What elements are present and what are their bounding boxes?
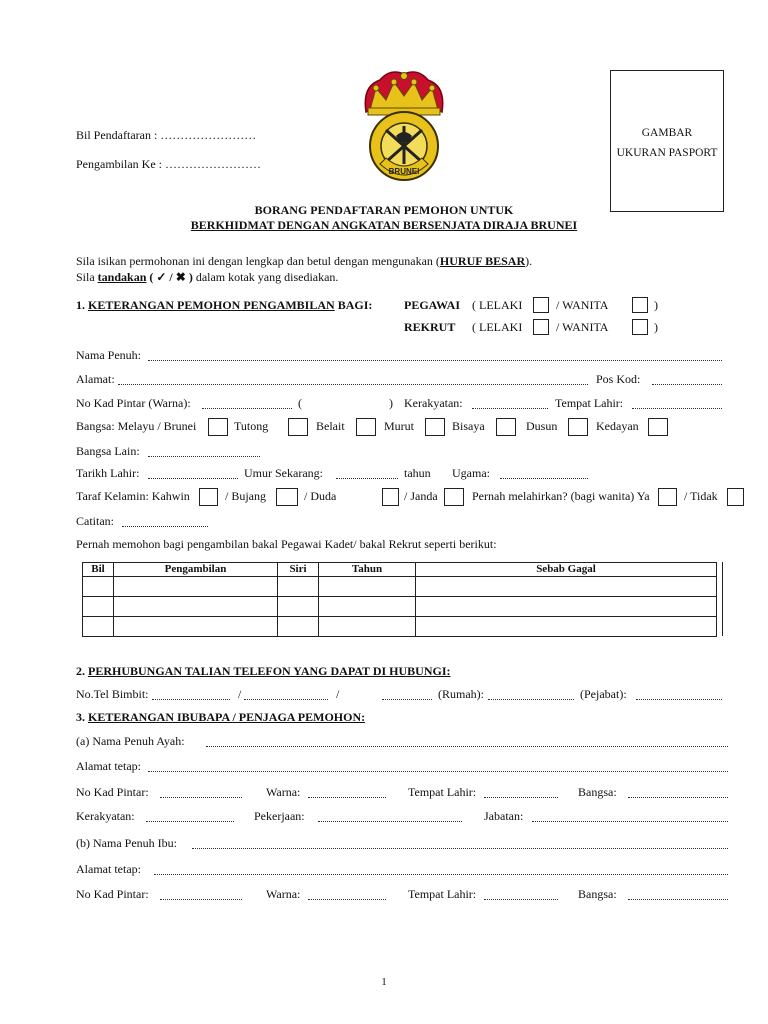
mobile-field-1[interactable] (152, 699, 230, 700)
brunei-armed-forces-crest-icon (356, 66, 452, 188)
table-cell[interactable] (114, 577, 278, 597)
race-tutong-checkbox[interactable] (288, 418, 308, 436)
slash: / (336, 687, 340, 701)
id-card-label: No Kad Pintar (Warna): (76, 396, 191, 410)
instruction-emphasis: tandakan (97, 270, 147, 284)
instruction-text-end: dalam kotak yang disediakan. (195, 270, 339, 284)
previous-applications-table (82, 562, 717, 637)
father-colour-label: Warna: (266, 785, 301, 799)
section-number: 2. (76, 664, 85, 678)
race-option-label: Kedayan (596, 419, 639, 433)
race-bisaya-checkbox[interactable] (496, 418, 516, 436)
race-belait-checkbox[interactable] (356, 418, 376, 436)
home-phone-field[interactable] (488, 699, 574, 700)
full-name-field[interactable] (148, 360, 722, 361)
father-id-label: No Kad Pintar: (76, 785, 149, 799)
address-label: Alamat: (76, 372, 115, 386)
wanita-label: / WANITA (556, 320, 609, 334)
father-department-field[interactable] (532, 821, 728, 822)
religion-field[interactable] (500, 478, 588, 479)
race-option-label: Belait (316, 419, 345, 433)
father-occupation-field[interactable] (318, 821, 462, 822)
column-header: Tahun (319, 563, 416, 577)
section-title: KETERANGAN IBUBAPA / PENJAGA PEMOHON: (88, 710, 366, 724)
form-title-line2: BERKHIDMAT DENGAN ANGKATAN BERSENJATA DIRAJA BRUNEI (190, 218, 578, 232)
table-cell[interactable] (416, 617, 717, 637)
widow-checkbox[interactable] (444, 488, 464, 506)
wanita-label: / WANITA (556, 298, 609, 312)
age-field[interactable] (336, 478, 398, 479)
race-option-label: Tutong (234, 419, 269, 433)
pegawai-label: PEGAWAI (404, 298, 461, 312)
race-label: Bangsa: Melayu / Brunei (76, 419, 197, 433)
citizenship-label: Kerakyatan: (404, 396, 463, 410)
registration-number-field[interactable]: Bil Pendaftaran : …………………… (76, 128, 257, 142)
father-id-field[interactable] (160, 797, 242, 798)
single-checkbox[interactable] (276, 488, 298, 506)
mother-name-field[interactable] (192, 848, 728, 849)
mother-id-field[interactable] (160, 899, 242, 900)
close-paren: ) (654, 320, 658, 334)
section-title-suffix: BAGI: (337, 298, 373, 312)
table-row (83, 577, 717, 597)
rekrut-female-checkbox[interactable] (632, 319, 648, 335)
single-label: / Bujang (225, 489, 266, 503)
mother-race-field[interactable] (628, 899, 728, 900)
race-melayu-checkbox[interactable] (208, 418, 228, 436)
photo-label-1: GAMBAR (641, 127, 693, 139)
widower-checkbox[interactable] (382, 488, 399, 506)
birthplace-field[interactable] (632, 408, 722, 409)
previous-application-label: Pernah memohon bagi pengambilan bakal Pegawai Kadet/ bakal Rekrut seperti berikut: (76, 537, 497, 551)
years-label: tahun (404, 466, 431, 480)
race-option-label: Bisaya (452, 419, 485, 433)
father-name-field[interactable] (206, 746, 728, 747)
section3-heading (76, 710, 365, 724)
address-field[interactable] (118, 384, 588, 385)
father-address-label: Alamat tetap: (76, 759, 141, 773)
rekrut-male-checkbox[interactable] (533, 319, 549, 335)
widower-label: / Duda (304, 489, 337, 503)
given-birth-label: Pernah melahirkan? (bagi wanita) Ya (472, 489, 650, 503)
table-right-edge (722, 562, 723, 636)
column-header: Pengambilan (114, 563, 278, 577)
section-number: 1. (76, 298, 85, 312)
notes-field[interactable] (122, 526, 208, 527)
office-phone-field[interactable] (636, 699, 722, 700)
table-cell[interactable] (319, 617, 416, 637)
section1-heading (76, 298, 372, 312)
race-kedayan-checkbox[interactable] (648, 418, 668, 436)
column-header: Bil (83, 563, 114, 577)
section2-heading (76, 664, 451, 678)
mother-race-label: Bangsa: (578, 887, 617, 901)
instruction-line1 (76, 254, 532, 268)
table-cell[interactable] (319, 597, 416, 617)
father-birthplace-label: Tempat Lahir: (408, 785, 477, 799)
mother-colour-field[interactable] (308, 899, 386, 900)
page-number: 1 (381, 976, 387, 988)
father-address-field[interactable] (148, 771, 728, 772)
intake-number-field[interactable]: Pengambilan Ke : …………………… (76, 157, 261, 171)
tick-cross-symbols: ( ✓ / ✖ ) (149, 270, 193, 284)
table-row (83, 597, 717, 617)
instruction-text: Sila (76, 270, 95, 284)
mother-address-field[interactable] (154, 874, 728, 875)
given-birth-no-checkbox[interactable] (727, 488, 744, 506)
other-race-field[interactable] (148, 456, 260, 457)
mobile-field-2[interactable] (244, 699, 328, 700)
father-race-label: Bangsa: (578, 785, 617, 799)
table-cell[interactable] (278, 577, 319, 597)
paren-close: ) (389, 396, 393, 410)
other-race-label: Bangsa Lain: (76, 444, 140, 458)
birthplace-label: Tempat Lahir: (555, 396, 624, 410)
race-option-label: Murut (384, 419, 414, 433)
mother-name-label: (b) Nama Penuh Ibu: (76, 836, 177, 850)
table-cell[interactable] (83, 617, 114, 637)
table-cell[interactable] (416, 597, 717, 617)
age-label: Umur Sekarang: (244, 466, 323, 480)
passport-photo-box (610, 70, 724, 212)
father-race-field[interactable] (628, 797, 728, 798)
photo-label-2: UKURAN PASPORT (616, 147, 718, 159)
section-title: KETERANGAN PEMOHON PENGAMBILAN (88, 298, 335, 312)
form-title-line1: BORANG PENDAFTARAN PEMOHON UNTUK (254, 203, 514, 217)
table-cell[interactable] (416, 577, 717, 597)
column-header: Siri (278, 563, 319, 577)
table-cell[interactable] (83, 577, 114, 597)
no-label: / Tidak (684, 489, 718, 503)
lelaki-label: ( LELAKI (472, 320, 523, 334)
postcode-label: Pos Kod: (596, 372, 641, 386)
citizenship-field[interactable] (472, 408, 548, 409)
paren-open: ( (298, 396, 302, 410)
slash: / (238, 687, 242, 701)
mother-colour-label: Warna: (266, 887, 301, 901)
instruction-text: Sila isikan permohonan ini dengan lengkap dan betul dengan mengunakan ( (76, 254, 440, 268)
race-dusun-checkbox[interactable] (568, 418, 588, 436)
table-cell[interactable] (278, 617, 319, 637)
mobile-field-3[interactable] (382, 699, 432, 700)
table-row (83, 617, 717, 637)
instruction-emphasis: HURUF BESAR (439, 254, 526, 268)
dob-label: Tarikh Lahir: (76, 466, 140, 480)
rekrut-label: REKRUT (404, 320, 456, 334)
lelaki-label: ( LELAKI (472, 298, 523, 312)
column-header: Sebab Gagal (416, 563, 717, 577)
dob-field[interactable] (148, 478, 238, 479)
office-phone-label: (Pejabat): (580, 687, 627, 701)
notes-label: Catitan: (76, 514, 114, 528)
father-name-label: (a) Nama Penuh Ayah: (76, 734, 185, 748)
father-occupation-label: Pekerjaan: (254, 809, 305, 823)
table-cell[interactable] (319, 577, 416, 597)
married-checkbox[interactable] (199, 488, 218, 506)
father-colour-field[interactable] (308, 797, 386, 798)
table-cell[interactable] (83, 597, 114, 617)
crest-label: BRUNEI (388, 167, 420, 176)
father-citizenship-field[interactable] (146, 821, 234, 822)
full-name-label: Nama Penuh: (76, 348, 141, 362)
father-citizenship-label: Kerakyatan: (76, 809, 135, 823)
pegawai-female-checkbox[interactable] (632, 297, 648, 313)
pegawai-male-checkbox[interactable] (533, 297, 549, 313)
close-paren: ) (654, 298, 658, 312)
given-birth-yes-checkbox[interactable] (658, 488, 677, 506)
mother-id-label: No Kad Pintar: (76, 887, 149, 901)
table-cell[interactable] (278, 597, 319, 617)
postcode-field[interactable] (652, 384, 722, 385)
mother-address-label: Alamat tetap: (76, 862, 141, 876)
section-title: PERHUBUNGAN TALIAN TELEFON YANG DAPAT DI HUBUNGI: (88, 664, 451, 678)
father-birthplace-field[interactable] (484, 797, 558, 798)
instruction-text-end: ). (525, 254, 533, 268)
table-header-row (83, 563, 717, 577)
table-cell[interactable] (114, 617, 278, 637)
race-option-label: Dusun (526, 419, 558, 433)
widow-label: / Janda (404, 489, 438, 503)
section-number: 3. (76, 710, 85, 724)
table-cell[interactable] (114, 597, 278, 617)
marital-status-label: Taraf Kelamin: Kahwin (76, 489, 190, 503)
father-department-label: Jabatan: (484, 809, 524, 823)
mobile-label: No.Tel Bimbit: (76, 687, 149, 701)
home-phone-label: (Rumah): (438, 687, 484, 701)
mother-birthplace-label: Tempat Lahir: (408, 887, 477, 901)
id-card-field[interactable] (202, 408, 292, 409)
religion-label: Ugama: (452, 466, 490, 480)
instruction-line2 (76, 270, 338, 284)
mother-birthplace-field[interactable] (484, 899, 558, 900)
race-murut-checkbox[interactable] (425, 418, 445, 436)
